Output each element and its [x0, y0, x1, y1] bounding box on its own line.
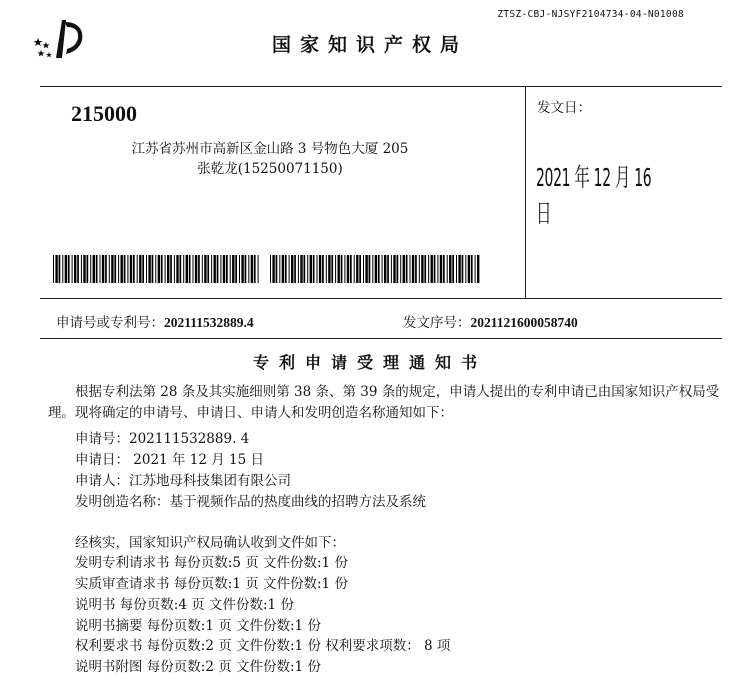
middle-rule: [40, 298, 722, 299]
field-invention-title: 发明创造名称：基于视频作品的热度曲线的招聘方法及系统: [75, 494, 426, 510]
barcode-left: [53, 255, 260, 283]
issue-date: 2021 年 12 月 16 日: [536, 163, 652, 228]
postal-code: 215000: [71, 101, 137, 126]
document-code: ZTSZ-CBJ-NJSYF2104734-04-N01008: [497, 9, 684, 20]
document-item: 权利要求书 每份页数:2 页 文件份数:1 份 权利要求项数： 8 项: [75, 638, 451, 654]
application-number-label: 申请号或专利号：: [56, 315, 164, 331]
field-application-date: 申请日： 2021 年 12 月 15 日: [75, 452, 264, 468]
issue-date-label: 发文日：: [537, 100, 591, 116]
notice-intro: 根据专利法第 28 条及其实施细则第 38 条、第 39 条的规定，申请人提出的专利申请已由国家知识产权局受理。现将确定的申请号、申请日、申请人和发明创造名称通知如下：: [48, 384, 720, 421]
agency-name: 国家知识产权局: [271, 34, 468, 56]
document-item: 说明书 每份页数:4 页 文件份数:1 份: [75, 597, 294, 613]
notice-title: 专利申请受理通知书: [252, 353, 487, 372]
document-item: 实质审查请求书 每份页数:1 页 文件份数:1 份: [75, 576, 348, 592]
top-rule: [40, 86, 722, 87]
serial-number: [403, 311, 578, 331]
application-number: [56, 311, 254, 331]
field-application-number: 申请号：202111532889. 4: [75, 431, 250, 447]
serial-number-value: 2021121600058740: [470, 315, 578, 330]
barcode-right: [270, 255, 482, 283]
document-item: 说明书摘要 每份页数:1 页 文件份数:1 份: [75, 618, 321, 634]
serial-number-label: 发文序号：: [403, 315, 471, 331]
recipient-name: 张乾龙(15250071150): [197, 161, 343, 177]
document-item: 发明专利请求书 每份页数:5 页 文件份数:1 份: [75, 555, 348, 571]
field-applicant: 申请人：江苏地母科技集团有限公司: [75, 473, 291, 489]
verified-intro: 经核实，国家知识产权局确认收到文件如下：: [75, 535, 345, 551]
document-item: 说明书附图 每份页数:2 页 文件份数:1 份: [75, 659, 321, 675]
bottom-rule: [40, 338, 722, 339]
application-number-value: 202111532889.4: [164, 315, 254, 330]
column-divider: [525, 87, 526, 298]
recipient-address: 江苏省苏州市高新区金山路 3 号物色大厦 205: [131, 141, 409, 157]
